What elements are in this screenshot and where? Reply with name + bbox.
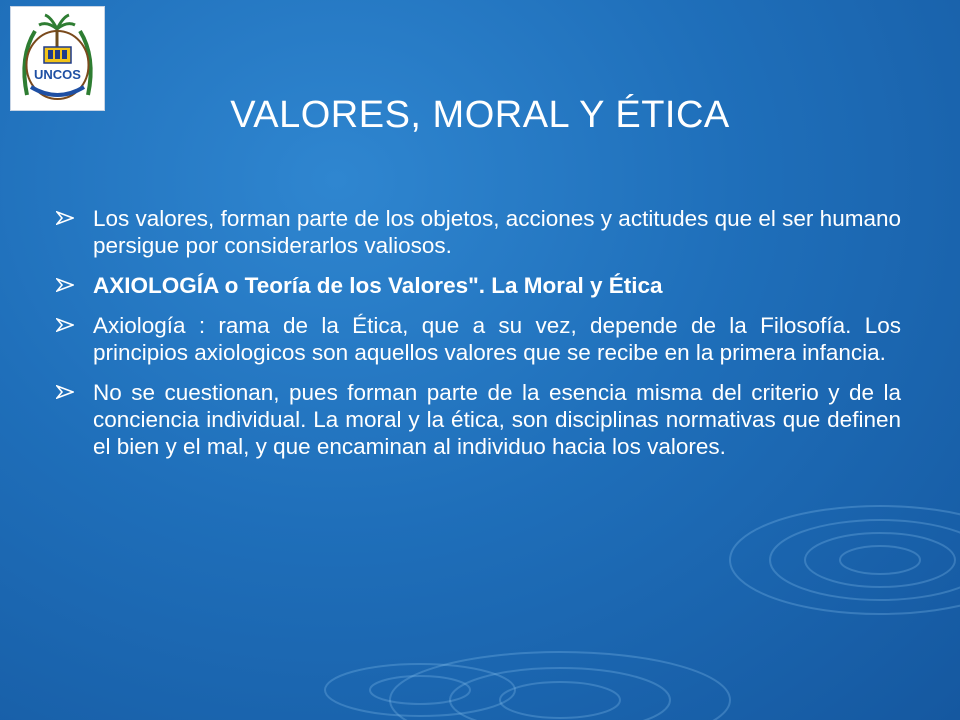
logo-lettering: UNCOS <box>34 67 81 82</box>
arrowhead-bullet-icon <box>56 278 74 292</box>
arrowhead-bullet-icon <box>56 385 74 399</box>
bullet-text: AXIOLOGÍA o Teoría de los Valores". La Moral y Ética <box>93 273 663 298</box>
bullet-item <box>56 205 901 259</box>
arrowhead-bullet-icon <box>56 211 74 225</box>
bullet-text: Axiología : rama de la Ética, que a su vez, depende de la Filosofía. Los principios axiologicos son aquellos valores que se recibe en la primera infancia. <box>93 313 901 365</box>
bullet-item <box>56 379 901 460</box>
bullet-text: Los valores, forman parte de los objetos, acciones y actitudes que el ser humano persigue por considerarlos valiosos. <box>93 206 901 258</box>
slide-title: VALORES, MORAL Y ÉTICA <box>230 94 730 136</box>
bullet-list <box>56 205 901 473</box>
arrowhead-bullet-icon <box>56 318 74 332</box>
bullet-item <box>56 272 901 299</box>
bullet-item <box>56 312 901 366</box>
bullet-text: No se cuestionan, pues forman parte de la esencia misma del criterio y de la conciencia individual. La moral y la ética, son disciplinas normativas que definen el bien y el mal, y que encaminan al individuo hacia los valores. <box>93 380 901 459</box>
